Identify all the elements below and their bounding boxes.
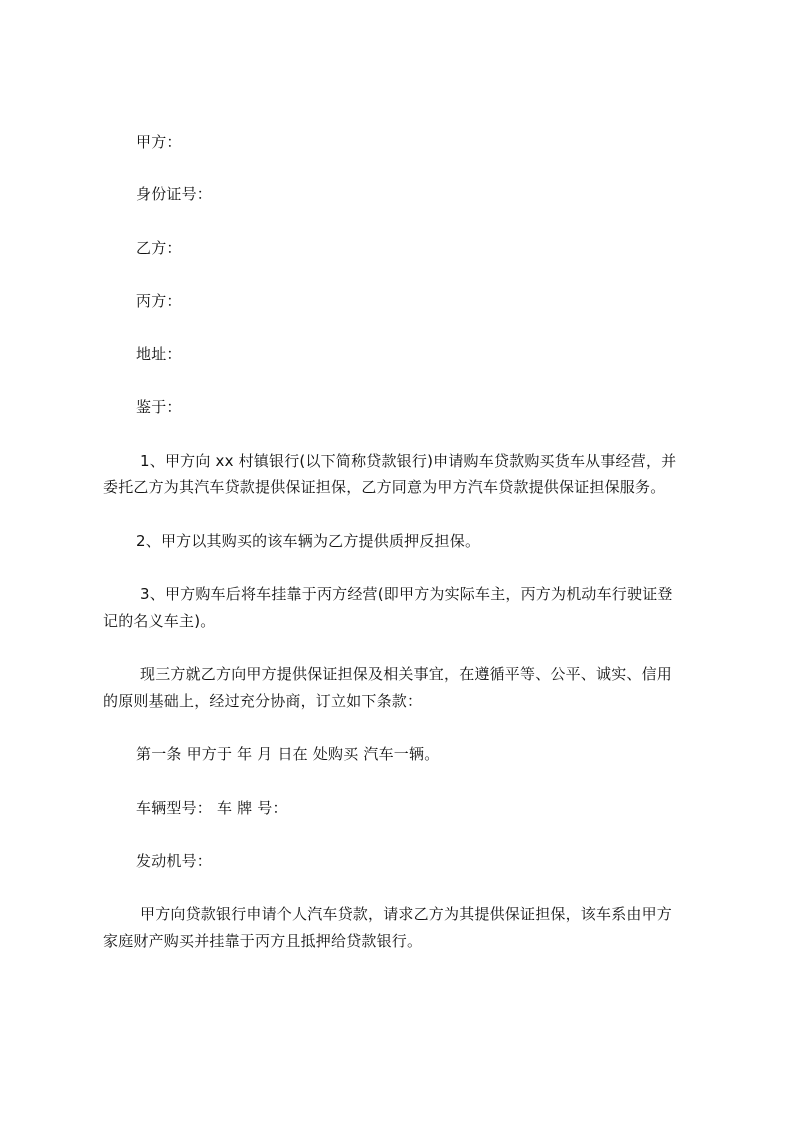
clause-2-line: 2、甲方以其购买的该车辆为乙方提供质押反担保。 (136, 532, 481, 550)
party-a-label: 甲方： (136, 133, 182, 151)
article-1-line: 第一条 甲方于 年 月 日在 处购买 汽车一辆。 (136, 745, 440, 763)
address-label: 地址： (136, 345, 182, 363)
party-b-label: 乙方： (136, 239, 182, 257)
clause-3-line-1: 3、甲方购车后将车挂靠于丙方经营(即甲方为实际车主，丙方为机动车行驶证登 (140, 585, 673, 603)
id-number-label: 身份证号： (136, 185, 213, 203)
clause-1-line-1: 1、甲方向 xx 村镇银行(以下简称贷款银行)申请购车贷款购买货车从事经营，并 (140, 452, 677, 470)
engine-number-line: 发动机号： (136, 852, 213, 870)
vehicle-model-plate-line: 车辆型号： 车 牌 号： (136, 799, 288, 817)
loan-request-line-2: 家庭财产购买并挂靠于丙方且抵押给贷款银行。 (103, 932, 423, 950)
preamble-line-2: 的原则基础上，经过充分协商，订立如下条款： (103, 692, 423, 710)
clause-3-line-2: 记的名义车主)。 (103, 612, 216, 630)
whereas-label: 鉴于： (136, 398, 182, 416)
party-c-label: 丙方： (136, 292, 182, 310)
loan-request-line-1: 甲方向贷款银行申请个人汽车贷款，请求乙方为其提供保证担保，该车系由甲方 (140, 905, 673, 923)
preamble-line-1: 现三方就乙方向甲方提供保证担保及相关事宜，在遵循平等、公平、诚实、信用 (140, 665, 673, 683)
clause-1-line-2: 委托乙方为其汽车贷款提供保证担保，乙方同意为甲方汽车贷款提供保证担保服务。 (103, 478, 666, 496)
